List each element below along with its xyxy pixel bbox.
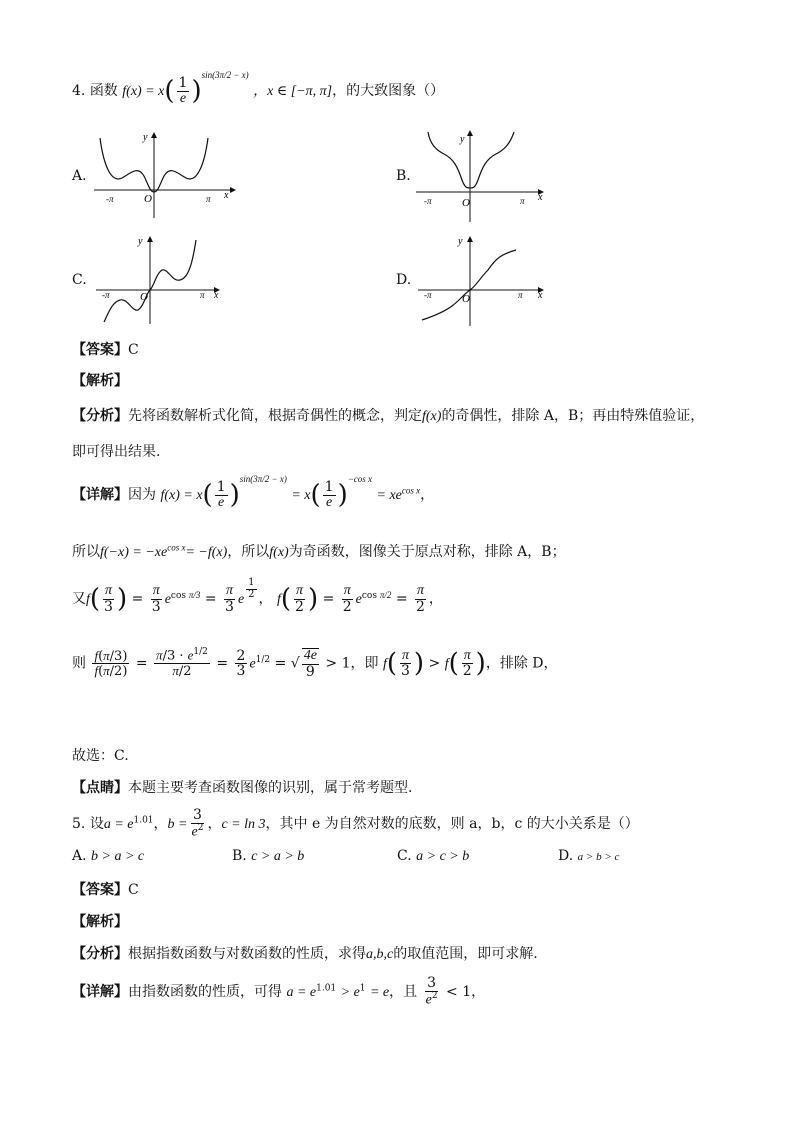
graph-b-negpi: -π [424,196,432,206]
answer4-label: 【答案】 [72,342,128,358]
fenxi4: 【分析】先将函数解析式化简，根据奇偶性的概念，判定f(x)的奇偶性，排除 A，B；再由特殊值验证， [72,408,705,424]
option-d-label: D. [396,272,412,288]
graph-c-pi: π [200,290,205,300]
jiexi4: 【解析】 [72,373,128,389]
q5-option-a[interactable]: A. b > a > c [72,848,145,864]
graph-b [414,128,564,224]
graph-d [416,232,556,328]
fenxi5: 【分析】根据指数函数与对数函数的性质，求得a,b,c的取值范围，即可求解. [72,946,538,962]
q4-func-lhs: f(x) = x [122,84,165,100]
graph-d-y: y [458,236,463,247]
dianjing4: 【点睛】本题主要考查函数图像的识别，属于常考题型. [72,780,413,796]
select4: 故选：C. [72,748,129,764]
graph-a-y: y [143,132,148,143]
q4-number: 4. [72,83,86,100]
graph-d-pi: π [518,290,523,300]
q4-base-fraction: $\frac{1}{e}$ [178,75,188,106]
q5-option-c[interactable]: C. a > c > b [397,848,470,864]
graph-b-origin: O [462,197,470,209]
answer4 [72,339,139,359]
graph-c [94,230,234,326]
graph-a-pi: π [206,194,211,204]
q4-exponent: sin(3π/2 − x) [201,69,249,80]
jiexi5: 【解析】 [72,914,128,930]
graph-b-pi: π [520,196,525,206]
graph-a [92,128,242,220]
q5-option-b[interactable]: B. c > a > b [232,848,305,864]
q4-domain: ，x ∈ [−π, π] [253,84,333,100]
q4-suffix: ，的大致图象（） [332,83,445,100]
graph-c-origin: O [140,291,148,303]
q5-stem: 5. 设$a = e^{1.01}$，b = $\frac{3}{e^2}$ ，c = ln 3，其中 e 为自然对数的底数，则 a，b，c 的大小关系是（） [72,807,639,840]
graph-d-x: x [538,290,543,301]
option-a-label: A. [72,168,87,184]
q4-stem: 4. 函数 f(x) = x( $\frac{1}{e}$ )$^{sin(3\pi/2 - x)}$ ，x ∈ [−π, π]，的大致图象（） [72,69,445,107]
answer5: 【答案】C [72,882,139,898]
graph-d-negpi: -π [424,290,432,300]
graph-c-negpi: -π [102,290,110,300]
line-odd: 所以$f(-x) = -xe^{cos x}= -f(x)$，所以f(x)为奇函数，图像关于原点对称，排除 A，B； [72,542,566,560]
graph-c-y: y [138,236,143,247]
q5-option-d[interactable]: D. a > b > c [558,848,620,864]
xiangjie4: 【详解】因为 f(x) = x( $\frac{1}{e}$ )$^{sin(3\pi/2 - x)}$ = x( $\frac{1}{e}$ )$^{-cos x} = xe^{cos x}$， [72,473,435,511]
answer4-value: C [128,342,139,358]
option-c-label: C. [72,272,87,288]
graph-c-x: x [214,290,219,301]
graph-a-negpi: -π [106,194,114,204]
graph-a-x: x [224,190,229,201]
xiangjie5: 【详解】由指数函数的性质，可得 $a = e^{1.01} > e^1 = e$，且 $\frac{3}{e^2}$ < 1， [72,975,486,1008]
q4-prefix: 函数 [89,83,118,100]
line-ratio: 则 $\frac{f(\pi/3)}{f(\pi/2)}$ = $\frac{\pi/3 \cdot e^{1/2}}{\pi/2}$ = $\frac{2}{3}$ $e^{1/2}$ = √ $\frac{4e}{9}$ > 1，即 f( $\frac{\pi}{3}$ ) > f( $\frac{\pi}{2}$ )，排除 D， [72,647,558,680]
fenxi4-line2: 即可得出结果. [72,444,161,460]
graph-b-y: y [460,134,465,145]
graph-a-origin: O [144,193,152,205]
graph-b-x: x [538,192,543,203]
line-values: 又f( $\frac{\pi}{3}$ ) = $\frac{\pi}{3}$ $e^{cos \pi/3}$ = $\frac{\pi}{3}$ e $^{\frac{1}{2}}$ ， f( $\frac{\pi}{2}$ ) = $\frac{\pi}{2}$ $e^{cos \pi/2}$ = $\frac{\pi}{2}$ ， [72,577,443,615]
graph-d-origin: O [462,293,470,305]
option-b-label: B. [396,168,411,184]
